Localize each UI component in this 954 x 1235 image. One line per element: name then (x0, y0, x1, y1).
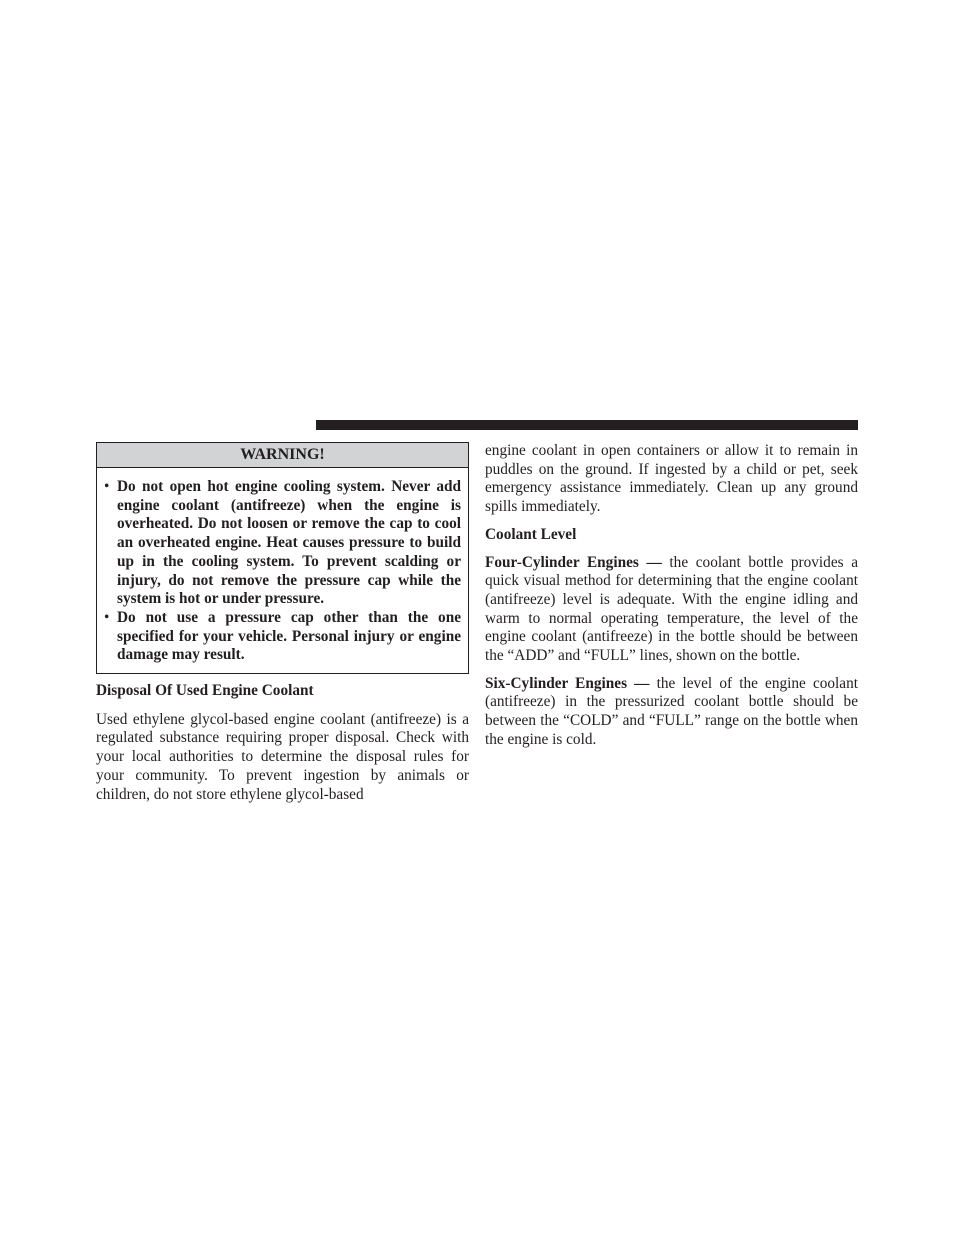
left-column (96, 442, 469, 804)
disposal-paragraph-continued: engine coolant in open containers or allow it to remain in puddles on the ground. If ingested by a child or pet, seek emergency assistance immediately. Clean up any ground spills immediately. (485, 442, 858, 516)
six-cylinder-paragraph (485, 675, 858, 750)
warning-item: • Do not open hot engine cooling system. Never add engine coolant (antifreeze) when the engine is overheated. Do not loosen or remove the cap to cool an overheated engine. Heat causes pressure to build up in the cooling system. To prevent scalding or injury, do not remove the pressure cap while the system is hot or under pressure. (117, 478, 461, 609)
right-column (485, 442, 858, 750)
four-cylinder-lead: Four-Cylinder Engines — (485, 553, 662, 571)
disposal-paragraph: Used ethylene glycol-based engine coolant (antifreeze) is a regulated substance requiring proper disposal. Check with your local authorities to determine the disposal rules for your community. To prevent ingestion by animals or children, do not store ethylene glycol-based (96, 710, 469, 803)
disposal-heading: Disposal Of Used Engine Coolant (96, 682, 314, 700)
warning-title: WARNING! (97, 443, 468, 468)
warning-item: • Do not use a pressure cap other than the one specified for your vehicle. Personal injury or engine damage may result. (117, 609, 461, 665)
warning-box (96, 442, 469, 674)
four-cylinder-paragraph (485, 554, 858, 666)
header-rule (316, 420, 858, 430)
four-cylinder-body: the coolant bottle provides a quick visual method for determining that the engine coolant (antifreeze) level is adequate. With the engine idling and warm to normal operating temperature, the level of the engine coolant (antifreeze) in the bottle should be between the “ADD” and “FULL” lines, shown on the bottle. (485, 553, 859, 665)
six-cylinder-body: the level of the engine coolant (antifreeze) in the pressurized coolant bottle should be between the “COLD” and “FULL” range on the bottle when the engine is cold. (485, 674, 858, 748)
coolant-level-heading: Coolant Level (485, 525, 577, 543)
warning-list (97, 468, 468, 673)
six-cylinder-lead: Six-Cylinder Engines — (485, 674, 650, 692)
